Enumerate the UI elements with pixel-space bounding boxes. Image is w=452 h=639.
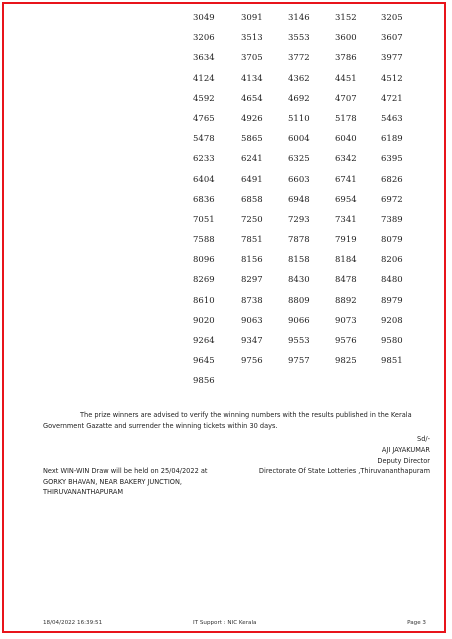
- winning-number: 6395: [381, 154, 403, 165]
- winning-number: 6040: [335, 134, 357, 145]
- winning-number: 6858: [241, 194, 263, 205]
- winning-number: 9756: [241, 356, 263, 367]
- winning-number: 8297: [241, 275, 263, 286]
- winning-number: 6342: [335, 154, 357, 165]
- winning-number: 6404: [193, 174, 215, 185]
- winning-number: 3553: [288, 33, 310, 44]
- winning-number: 6948: [288, 194, 310, 205]
- winning-number: 8610: [193, 295, 215, 306]
- winning-number: 3705: [241, 53, 263, 64]
- signatory-name: AJI JAYAKUMAR: [381, 445, 430, 454]
- winning-number: 4692: [288, 93, 310, 104]
- winning-number: 3607: [381, 33, 403, 44]
- winning-number: 5178: [335, 113, 357, 124]
- winning-number: 3786: [335, 53, 357, 64]
- winning-number: 9073: [335, 315, 357, 326]
- winning-number: 6603: [288, 174, 310, 185]
- winning-number: 7341: [335, 214, 357, 225]
- winning-number: 5463: [381, 113, 403, 124]
- winning-number: 8158: [288, 255, 310, 266]
- winning-number: 4654: [241, 93, 263, 104]
- footer-support: IT Support : NIC Kerala: [193, 620, 257, 626]
- winning-number: 8430: [288, 275, 310, 286]
- winning-number: 9020: [193, 315, 215, 326]
- winning-number: 3977: [381, 53, 403, 64]
- winning-number: 9264: [193, 336, 215, 346]
- winning-number: 6325: [288, 154, 310, 165]
- winning-number: 9856: [193, 376, 215, 387]
- winning-number: 8184: [335, 255, 357, 266]
- winning-number: 9580: [381, 336, 403, 346]
- winning-number: 8478: [335, 275, 357, 286]
- winning-number: 3049: [193, 13, 215, 23]
- footer-page-number: Page 3: [407, 620, 426, 626]
- winning-number: 9066: [288, 315, 310, 326]
- winning-number: 9851: [381, 356, 403, 367]
- signature-sd: Sd/-: [417, 435, 430, 443]
- winning-number: 4362: [288, 73, 310, 84]
- signatory-title: Deputy Director: [377, 456, 430, 465]
- winning-number: 4124: [193, 73, 215, 84]
- winning-number: 7851: [241, 235, 263, 246]
- winning-number: 7919: [335, 235, 357, 246]
- winning-number: 8480: [381, 275, 403, 286]
- winning-number: 9063: [241, 315, 263, 326]
- winning-number: 5478: [193, 134, 215, 145]
- winning-number: 3205: [381, 13, 403, 23]
- winning-number: 7878: [288, 235, 310, 246]
- winning-number: 6741: [335, 174, 357, 185]
- winning-number: 4451: [335, 73, 357, 84]
- winning-number: 3600: [335, 33, 357, 44]
- winning-number: 3206: [193, 33, 215, 44]
- next-draw-line-1: Next WIN-WIN Draw will be held on 25/04/2022 at: [43, 467, 208, 475]
- notice-line-1: The prize winners are advised to verify the winning numbers with the results published in the Kerala: [80, 411, 412, 419]
- signatory-org: Directorate Of State Lotteries ,Thiruvananthapuram: [258, 467, 430, 476]
- winning-number: 8156: [241, 255, 263, 266]
- winning-number: 9757: [288, 356, 310, 367]
- winning-number: 6836: [193, 194, 215, 205]
- winning-number: 3513: [241, 33, 263, 44]
- winning-number: 8206: [381, 255, 403, 266]
- signature-block: [259, 434, 430, 477]
- winning-number: 6954: [335, 194, 357, 205]
- next-draw-line-2: GORKY BHAVAN, NEAR BAKERY JUNCTION,: [43, 477, 182, 486]
- winning-number: 3152: [335, 13, 357, 23]
- winning-number: 4134: [241, 73, 263, 84]
- page-border: [2, 2, 446, 633]
- winning-number: 7250: [241, 214, 263, 225]
- winning-number: 6189: [381, 134, 403, 145]
- notice-line-2: Government Gazatte and surrender the winning tickets within 30 days.: [43, 422, 278, 430]
- winning-number: 3772: [288, 53, 310, 64]
- notice-text: [43, 410, 433, 432]
- winning-number: 3091: [241, 13, 263, 23]
- winning-number: 6972: [381, 194, 403, 205]
- winning-number: 9576: [335, 336, 357, 346]
- winning-number: 3146: [288, 13, 310, 23]
- winning-number: 4721: [381, 93, 403, 104]
- winning-number: 7293: [288, 214, 310, 225]
- footer-timestamp: 18/04/2022 16:39:51: [43, 620, 103, 626]
- winning-number: 8738: [241, 295, 263, 306]
- winning-number: 3634: [193, 53, 215, 64]
- winning-number: 9645: [193, 356, 215, 367]
- winning-number: 7588: [193, 235, 215, 246]
- winning-number: 9553: [288, 336, 310, 346]
- winning-number: 7051: [193, 214, 215, 225]
- winning-number: 9347: [241, 336, 263, 346]
- winning-number: 6233: [193, 154, 215, 165]
- winning-number: 6241: [241, 154, 263, 165]
- winning-number: 8979: [381, 295, 403, 306]
- winning-number: 6004: [288, 134, 310, 145]
- winning-number: 6491: [241, 174, 263, 185]
- winning-number: 8079: [381, 235, 403, 246]
- winning-number: 9208: [381, 315, 403, 326]
- next-draw-info: [43, 466, 207, 498]
- winning-number: 8096: [193, 255, 215, 266]
- winning-number: 6826: [381, 174, 403, 185]
- winning-number: 8809: [288, 295, 310, 306]
- winning-number: 4765: [193, 113, 215, 124]
- winning-number: 4707: [335, 93, 357, 104]
- winning-number: 5865: [241, 134, 263, 145]
- next-draw-line-3: THIRUVANANTHAPURAM: [43, 488, 124, 496]
- winning-number: 8269: [193, 275, 215, 286]
- winning-number: 9825: [335, 356, 357, 367]
- winning-number: 8892: [335, 295, 357, 306]
- winning-number: 4926: [241, 113, 263, 124]
- winning-number: 5110: [288, 113, 310, 124]
- winning-number: 4592: [193, 93, 215, 104]
- winning-number: 7389: [381, 214, 403, 225]
- winning-number: 4512: [381, 73, 403, 84]
